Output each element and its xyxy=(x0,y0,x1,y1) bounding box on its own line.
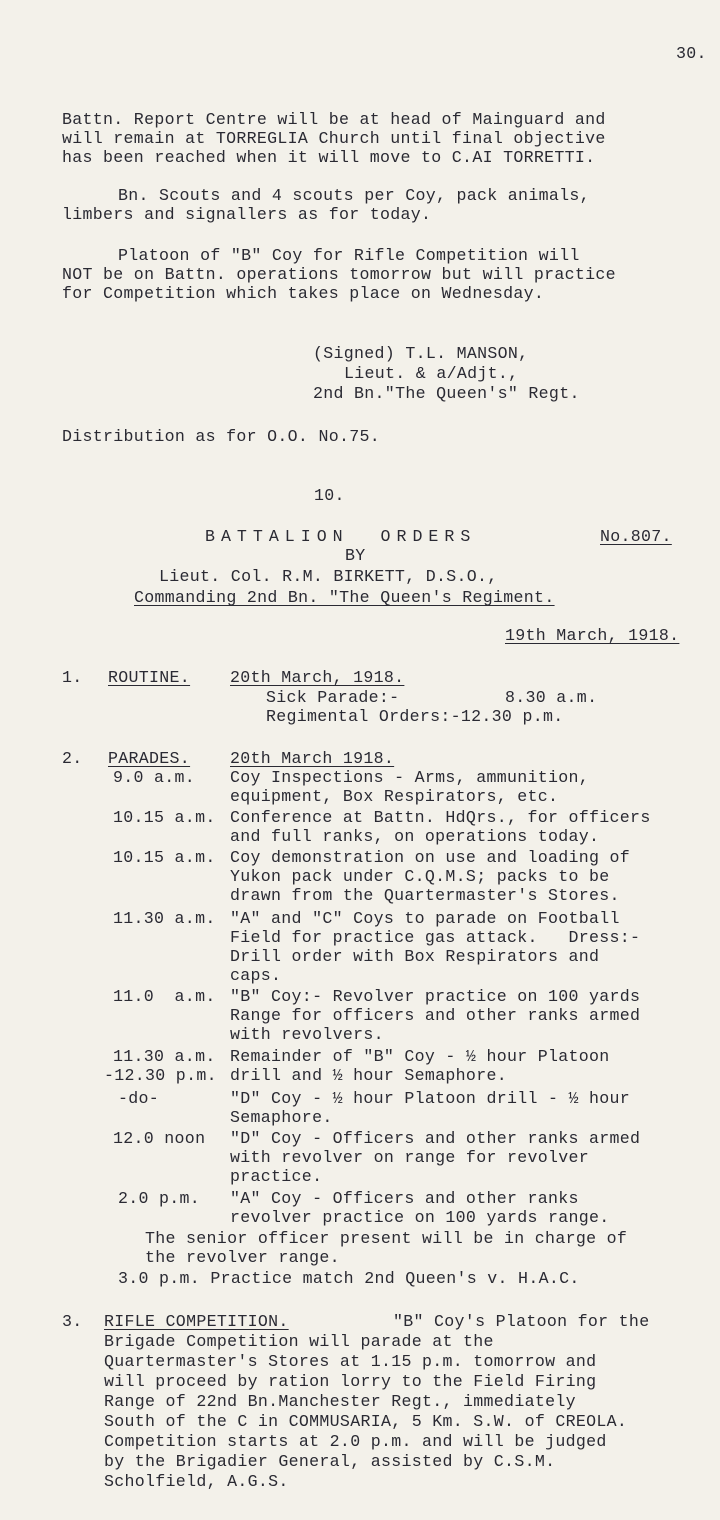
entry-line: Drill order with Box Respirators and xyxy=(230,947,600,966)
section-number: 10. xyxy=(314,486,345,505)
signature-rank: Lieut. & a/Adjt., xyxy=(344,364,519,383)
rifle-competition-line: "B" Coy's Platoon for the xyxy=(393,1312,650,1331)
rifle-competition-line: Competition starts at 2.0 p.m. and will be judged xyxy=(104,1432,607,1451)
item-1-number: 1. xyxy=(62,668,83,687)
entry-time: 11.30 a.m. xyxy=(113,1047,216,1066)
signature-unit: 2nd Bn."The Queen's" Regt. xyxy=(313,384,580,403)
routine-date: 20th March, 1918. xyxy=(230,668,405,687)
revolver-range-note-1: The senior officer present will be in charge of xyxy=(145,1229,628,1248)
orders-by: BY xyxy=(345,546,366,565)
parades-heading: PARADES. xyxy=(108,749,191,768)
entry-line: drill and ½ hour Semaphore. xyxy=(230,1066,507,1085)
platoon-line-1: Platoon of "B" Coy for Rifle Competition will xyxy=(118,246,580,265)
item-3-number: 3. xyxy=(62,1312,83,1331)
sick-parade-time: 8.30 a.m. xyxy=(505,688,598,707)
entry-line: drawn from the Quartermaster's Stores. xyxy=(230,886,620,905)
orders-date: 19th March, 1918. xyxy=(505,626,680,645)
report-centre-line-3: has been reached when it will move to C.AI TORRETTI. xyxy=(62,148,596,167)
entry-line: Range for officers and other ranks armed xyxy=(230,1006,641,1025)
entry-time: 10.15 a.m. xyxy=(113,808,216,827)
scouts-line-1: Bn. Scouts and 4 scouts per Coy, pack animals, xyxy=(118,186,590,205)
entry-line: Coy demonstration on use and loading of xyxy=(230,848,631,867)
entry-line: "A" and "C" Coys to parade on Football xyxy=(230,909,620,928)
revolver-range-note-2: the revolver range. xyxy=(145,1248,340,1267)
rifle-competition-line: South of the C in COMMUSARIA, 5 Km. S.W. of CREOLA. xyxy=(104,1412,628,1431)
rifle-competition-line: Scholfield, A.G.S. xyxy=(104,1472,289,1491)
platoon-line-3: for Competition which takes place on Wednesday. xyxy=(62,284,545,303)
distribution: Distribution as for O.O. No.75. xyxy=(62,427,380,446)
report-centre-line-2: will remain at TORREGLIA Church until final objective xyxy=(62,129,606,148)
signature-name: (Signed) T.L. MANSON, xyxy=(313,344,529,363)
entry-line: Yukon pack under C.Q.M.S; packs to be xyxy=(230,867,610,886)
practice-match: 3.0 p.m. Practice match 2nd Queen's v. H.A.C. xyxy=(118,1269,580,1288)
entry-time: 9.0 a.m. xyxy=(113,768,196,787)
entry-time: 11.30 a.m. xyxy=(113,909,216,928)
sick-parade-label: Sick Parade:- xyxy=(266,688,400,707)
rifle-competition-heading: RIFLE COMPETITION. xyxy=(104,1312,289,1331)
entry-line: Remainder of "B" Coy - ½ hour Platoon xyxy=(230,1047,610,1066)
orders-title: BATTALION ORDERS xyxy=(205,527,477,546)
entry-line: Coy Inspections - Arms, ammunition, xyxy=(230,768,590,787)
rifle-competition-line: Range of 22nd Bn.Manchester Regt., immediately xyxy=(104,1392,576,1411)
entry-line: revolver practice on 100 yards range. xyxy=(230,1208,610,1227)
entry-time: 2.0 p.m. xyxy=(118,1189,201,1208)
entry-line: equipment, Box Respirators, etc. xyxy=(230,787,559,806)
entry-line: "A" Coy - Officers and other ranks xyxy=(230,1189,579,1208)
rifle-competition-line: Brigade Competition will parade at the xyxy=(104,1332,494,1351)
item-2-number: 2. xyxy=(62,749,83,768)
scouts-line-2: limbers and signallers as for today. xyxy=(62,205,432,224)
platoon-line-2: NOT be on Battn. operations tomorrow but will practice xyxy=(62,265,616,284)
orders-number: No.807. xyxy=(600,527,672,546)
report-centre-line-1: Battn. Report Centre will be at head of Mainguard and xyxy=(62,110,606,129)
routine-heading: ROUTINE. xyxy=(108,668,191,687)
entry-line: Field for practice gas attack. Dress:- xyxy=(230,928,641,947)
entry-line: caps. xyxy=(230,966,282,985)
entry-time: 11.0 a.m. xyxy=(113,987,216,1006)
entry-time: -12.30 p.m. xyxy=(104,1066,217,1085)
entry-time: 10.15 a.m. xyxy=(113,848,216,867)
commanding-line: Commanding 2nd Bn. "The Queen's Regiment. xyxy=(134,588,555,607)
entry-line: "D" Coy - Officers and other ranks armed xyxy=(230,1129,641,1148)
entry-line: Semaphore. xyxy=(230,1108,333,1127)
parades-date: 20th March 1918. xyxy=(230,749,395,768)
entry-line: Conference at Battn. HdQrs., for officers xyxy=(230,808,651,827)
commander-name: Lieut. Col. R.M. BIRKETT, D.S.O., xyxy=(159,567,498,586)
rifle-competition-line: will proceed by ration lorry to the Field Firing xyxy=(104,1372,597,1391)
rifle-competition-line: Quartermaster's Stores at 1.15 p.m. tomorrow and xyxy=(104,1352,597,1371)
entry-line: "B" Coy:- Revolver practice on 100 yards xyxy=(230,987,641,1006)
entry-line: with revolvers. xyxy=(230,1025,384,1044)
regimental-orders: Regimental Orders:-12.30 p.m. xyxy=(266,707,564,726)
entry-time: 12.0 noon xyxy=(113,1129,206,1148)
entry-line: practice. xyxy=(230,1167,323,1186)
entry-line: and full ranks, on operations today. xyxy=(230,827,600,846)
entry-line: "D" Coy - ½ hour Platoon drill - ½ hour xyxy=(230,1089,631,1108)
rifle-competition-line: by the Brigadier General, assisted by C.S.M. xyxy=(104,1452,556,1471)
page-number: 30. xyxy=(676,44,707,63)
entry-time: -do- xyxy=(118,1089,160,1108)
entry-line: with revolver on range for revolver xyxy=(230,1148,590,1167)
